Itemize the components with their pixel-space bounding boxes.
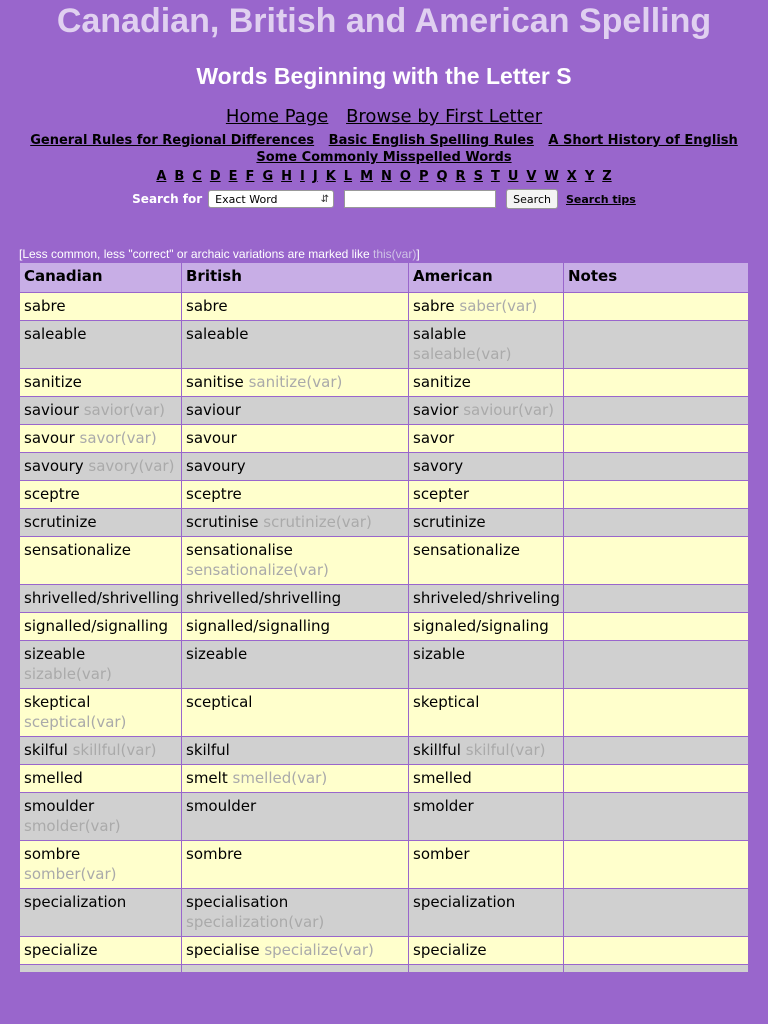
cell-notes	[564, 509, 749, 537]
cell-canadian	[20, 321, 182, 369]
cell-canadian	[20, 453, 182, 481]
cell-american	[409, 585, 564, 613]
spelling-word: sensationalise	[186, 541, 293, 559]
cell-british	[182, 937, 409, 965]
spelling-word: savoury	[186, 457, 246, 475]
cell-notes	[564, 841, 749, 889]
cell-british	[182, 397, 409, 425]
search-tips-link[interactable]: Search tips	[565, 192, 636, 206]
cell-british	[182, 689, 409, 737]
spelling-variant: specialization(var)	[186, 913, 325, 931]
spelling-word: signalled/signalling	[186, 617, 331, 635]
search-mode-value: Exact Word	[215, 192, 278, 206]
cell-american	[409, 293, 564, 321]
spelling-word: smelled	[413, 769, 472, 787]
spelling-word: sceptre	[186, 485, 242, 503]
spelling-word: specialize	[413, 941, 487, 959]
spelling-variant: specialize(var)	[264, 941, 374, 959]
letter-link-s[interactable]: S	[473, 169, 483, 184]
table-row	[20, 369, 749, 397]
cell-british	[182, 889, 409, 937]
cell-american	[409, 965, 564, 973]
cell-british	[182, 793, 409, 841]
letter-link-y[interactable]: Y	[584, 169, 595, 184]
spelling-word: specialize	[24, 941, 98, 959]
spelling-word: skeptical	[24, 693, 91, 711]
search-label: Search for	[132, 192, 203, 206]
cell-notes	[564, 793, 749, 841]
cell-british	[182, 965, 409, 973]
cell-american	[409, 793, 564, 841]
page-subtitle: Words Beginning with the Letter S	[196, 63, 572, 89]
letter-link-g[interactable]: G	[262, 169, 274, 184]
spelling-word: scrutinize	[413, 513, 486, 531]
spelling-word: sabre	[186, 297, 228, 315]
letter-link-n[interactable]: N	[381, 169, 392, 184]
table-row	[20, 321, 749, 369]
spelling-variant: saviour(var)	[463, 401, 555, 419]
spelling-variant: scrutinize(var)	[263, 513, 372, 531]
spelling-variant: savor(var)	[79, 429, 157, 447]
spelling-word: shrivelled/shrivelling	[24, 589, 180, 607]
spelling-word: skilful	[24, 741, 68, 759]
cell-canadian	[20, 965, 182, 973]
cell-american	[409, 453, 564, 481]
table-row	[20, 689, 749, 737]
table-row	[20, 889, 749, 937]
cell-notes	[564, 397, 749, 425]
cell-notes	[564, 613, 749, 641]
cell-notes	[564, 689, 749, 737]
letter-link-e[interactable]: E	[228, 169, 238, 184]
cell-british	[182, 369, 409, 397]
spelling-word: savour	[24, 429, 75, 447]
spelling-variant: sizable(var)	[24, 665, 112, 683]
letter-link-i[interactable]: I	[300, 169, 305, 184]
letter-link-p[interactable]: P	[418, 169, 429, 184]
spelling-variant: sceptical(var)	[24, 713, 127, 731]
letter-link-v[interactable]: V	[526, 169, 537, 184]
letter-link-m[interactable]: M	[360, 169, 373, 184]
spelling-variant: smelled(var)	[232, 769, 328, 787]
basic-spelling-rules-link[interactable]: Basic English Spelling Rules	[328, 133, 534, 148]
cell-canadian	[20, 613, 182, 641]
cell-canadian	[20, 793, 182, 841]
cell-british	[182, 613, 409, 641]
letter-link-h[interactable]: H	[281, 169, 292, 184]
cell-canadian	[20, 481, 182, 509]
general-rules-link[interactable]: General Rules for Regional Differences	[30, 133, 315, 148]
cell-canadian	[20, 641, 182, 689]
cell-canadian	[20, 841, 182, 889]
cell-american	[409, 689, 564, 737]
spelling-word: smelled	[24, 769, 83, 787]
spelling-word: shriveled/shriveling	[413, 589, 560, 607]
spelling-word: scepter	[413, 485, 470, 503]
cell-canadian	[20, 937, 182, 965]
legend-suffix: ]	[416, 247, 420, 261]
column-header-american: American	[409, 263, 564, 293]
cell-american	[409, 841, 564, 889]
main-nav	[0, 106, 768, 128]
spelling-word: smelt	[186, 769, 228, 787]
cell-american	[409, 641, 564, 689]
cell-american	[409, 481, 564, 509]
cell-notes	[564, 965, 749, 973]
spelling-word: specialization	[24, 893, 127, 911]
table-row	[20, 537, 749, 585]
spelling-word: scrutinize	[24, 513, 97, 531]
spelling-word: skilful	[186, 741, 230, 759]
spelling-table	[19, 262, 749, 973]
spelling-word: specialise	[186, 941, 260, 959]
cell-american	[409, 321, 564, 369]
table-row	[20, 613, 749, 641]
misspelled-words-link[interactable]: Some Commonly Misspelled Words	[256, 150, 512, 165]
cell-british	[182, 321, 409, 369]
cell-american	[409, 765, 564, 793]
cell-canadian	[20, 689, 182, 737]
table-row	[20, 937, 749, 965]
table-header-row	[20, 263, 749, 293]
column-header-notes: Notes	[564, 263, 749, 293]
cell-canadian	[20, 737, 182, 765]
spelling-word: savour	[186, 429, 237, 447]
spelling-word: savory	[413, 457, 464, 475]
spelling-word: sabre	[413, 297, 455, 315]
spelling-variant: sanitize(var)	[248, 373, 343, 391]
spelling-word: savior	[413, 401, 459, 419]
table-row	[20, 585, 749, 613]
letter-link-l[interactable]: L	[343, 169, 353, 184]
spelling-word: saleable	[24, 325, 87, 343]
letter-link-f[interactable]: F	[245, 169, 255, 184]
table-row	[20, 293, 749, 321]
legend-sample: this(var)	[372, 247, 417, 261]
spelling-word: saviour	[186, 401, 241, 419]
cell-notes	[564, 585, 749, 613]
secondary-nav	[24, 132, 744, 166]
spelling-word: sombre	[186, 845, 243, 863]
spelling-word: shrivelled/shrivelling	[186, 589, 342, 607]
cell-canadian	[20, 509, 182, 537]
cell-canadian	[20, 889, 182, 937]
table-row	[20, 965, 749, 973]
cell-notes	[564, 293, 749, 321]
spelling-word: sizeable	[24, 645, 86, 663]
cell-american	[409, 937, 564, 965]
letter-link-j[interactable]: J	[312, 169, 318, 184]
spelling-word: scrutinise	[186, 513, 259, 531]
table-row	[20, 453, 749, 481]
cell-american	[409, 397, 564, 425]
search-mode-select[interactable]	[208, 190, 334, 208]
table-row	[20, 425, 749, 453]
spelling-word: sanitize	[413, 373, 471, 391]
cell-notes	[564, 369, 749, 397]
cell-american	[409, 425, 564, 453]
cell-notes	[564, 453, 749, 481]
spelling-word: sizable	[413, 645, 465, 663]
spelling-variant: saber(var)	[459, 297, 538, 315]
table-row	[20, 509, 749, 537]
letter-link-o[interactable]: O	[399, 169, 411, 184]
cell-british	[182, 765, 409, 793]
spelling-variant: somber(var)	[24, 865, 117, 883]
cell-british	[182, 425, 409, 453]
spelling-word: smolder	[413, 797, 474, 815]
spelling-word: savor	[413, 429, 455, 447]
cell-canadian	[20, 293, 182, 321]
cell-canadian	[20, 397, 182, 425]
cell-british	[182, 481, 409, 509]
spelling-word: skillful	[413, 741, 461, 759]
spelling-word: saviour	[24, 401, 79, 419]
search-bar	[0, 188, 768, 210]
cell-american	[409, 537, 564, 585]
spelling-word: smoulder	[186, 797, 257, 815]
cell-notes	[564, 737, 749, 765]
letter-link-b[interactable]: B	[174, 169, 185, 184]
variation-legend	[19, 246, 768, 262]
cell-notes	[564, 321, 749, 369]
spelling-word: sanitize	[24, 373, 82, 391]
cell-american	[409, 369, 564, 397]
cell-canadian	[20, 537, 182, 585]
spelling-variant: savior(var)	[83, 401, 166, 419]
table-row	[20, 765, 749, 793]
spelling-word: somber	[413, 845, 470, 863]
cell-notes	[564, 937, 749, 965]
letter-link-t[interactable]: T	[490, 169, 500, 184]
spelling-word: specialisation	[186, 893, 289, 911]
cell-british	[182, 453, 409, 481]
search-input[interactable]	[344, 190, 496, 208]
cell-british	[182, 641, 409, 689]
home-page-link[interactable]: Home Page	[225, 106, 329, 127]
spelling-word: sizeable	[186, 645, 248, 663]
spelling-word: sombre	[24, 845, 81, 863]
letter-link-x[interactable]: X	[566, 169, 577, 184]
cell-british	[182, 537, 409, 585]
spelling-word: sensationalize	[413, 541, 520, 559]
spelling-word: salable	[413, 325, 467, 343]
spelling-word: signalled/signalling	[24, 617, 169, 635]
column-header-canadian: Canadian	[20, 263, 182, 293]
cell-british	[182, 841, 409, 889]
letter-link-a[interactable]: A	[156, 169, 167, 184]
spelling-word: specialization	[413, 893, 516, 911]
spelling-variant: savory(var)	[88, 457, 175, 475]
browse-by-letter-link[interactable]: Browse by First Letter	[346, 106, 543, 127]
cell-british	[182, 293, 409, 321]
cell-notes	[564, 537, 749, 585]
letter-index	[0, 168, 768, 186]
spelling-word: sceptical	[186, 693, 253, 711]
spelling-variant: saleable(var)	[413, 345, 512, 363]
letter-link-z[interactable]: Z	[602, 169, 612, 184]
spelling-word: sanitise	[186, 373, 244, 391]
spelling-word: signaled/signaling	[413, 617, 549, 635]
site-title: Canadian, British and American Spelling	[56, 2, 712, 40]
cell-canadian	[20, 585, 182, 613]
cell-american	[409, 509, 564, 537]
spelling-word: skeptical	[413, 693, 480, 711]
cell-british	[182, 585, 409, 613]
spelling-variant: skilful(var)	[465, 741, 546, 759]
cell-british	[182, 509, 409, 537]
letter-link-u[interactable]: U	[507, 169, 519, 184]
spelling-variant: sensationalize(var)	[186, 561, 329, 579]
legend-prefix: [Less common, less "correct" or archaic variations are marked like	[19, 247, 373, 261]
table-row	[20, 793, 749, 841]
select-arrows-icon: ⇵	[320, 193, 330, 205]
spelling-word: sceptre	[24, 485, 80, 503]
letter-link-w[interactable]: W	[544, 169, 559, 184]
history-of-english-link[interactable]: A Short History of English	[548, 133, 738, 148]
spelling-variant: smolder(var)	[24, 817, 121, 835]
table-row	[20, 641, 749, 689]
spelling-word: savoury	[24, 457, 84, 475]
cell-british	[182, 737, 409, 765]
letter-link-c[interactable]: C	[192, 169, 202, 184]
letter-link-r[interactable]: R	[455, 169, 466, 184]
table-row	[20, 397, 749, 425]
letter-link-d[interactable]: D	[209, 169, 221, 184]
cell-american	[409, 889, 564, 937]
cell-notes	[564, 765, 749, 793]
cell-notes	[564, 889, 749, 937]
table-row	[20, 481, 749, 509]
table-row	[20, 737, 749, 765]
cell-canadian	[20, 425, 182, 453]
spelling-word: saleable	[186, 325, 249, 343]
cell-notes	[564, 641, 749, 689]
cell-american	[409, 613, 564, 641]
cell-canadian	[20, 765, 182, 793]
table-row	[20, 841, 749, 889]
spelling-variant: skillful(var)	[72, 741, 157, 759]
cell-canadian	[20, 369, 182, 397]
page-header	[0, 0, 768, 210]
column-header-british: British	[182, 263, 409, 293]
cell-american	[409, 737, 564, 765]
letter-link-q[interactable]: Q	[436, 169, 448, 184]
spelling-word: sabre	[24, 297, 66, 315]
spelling-word: smoulder	[24, 797, 95, 815]
cell-notes	[564, 481, 749, 509]
search-button[interactable]: Search	[506, 189, 558, 209]
letter-link-k[interactable]: K	[325, 169, 336, 184]
spelling-word: sensationalize	[24, 541, 131, 559]
cell-notes	[564, 425, 749, 453]
